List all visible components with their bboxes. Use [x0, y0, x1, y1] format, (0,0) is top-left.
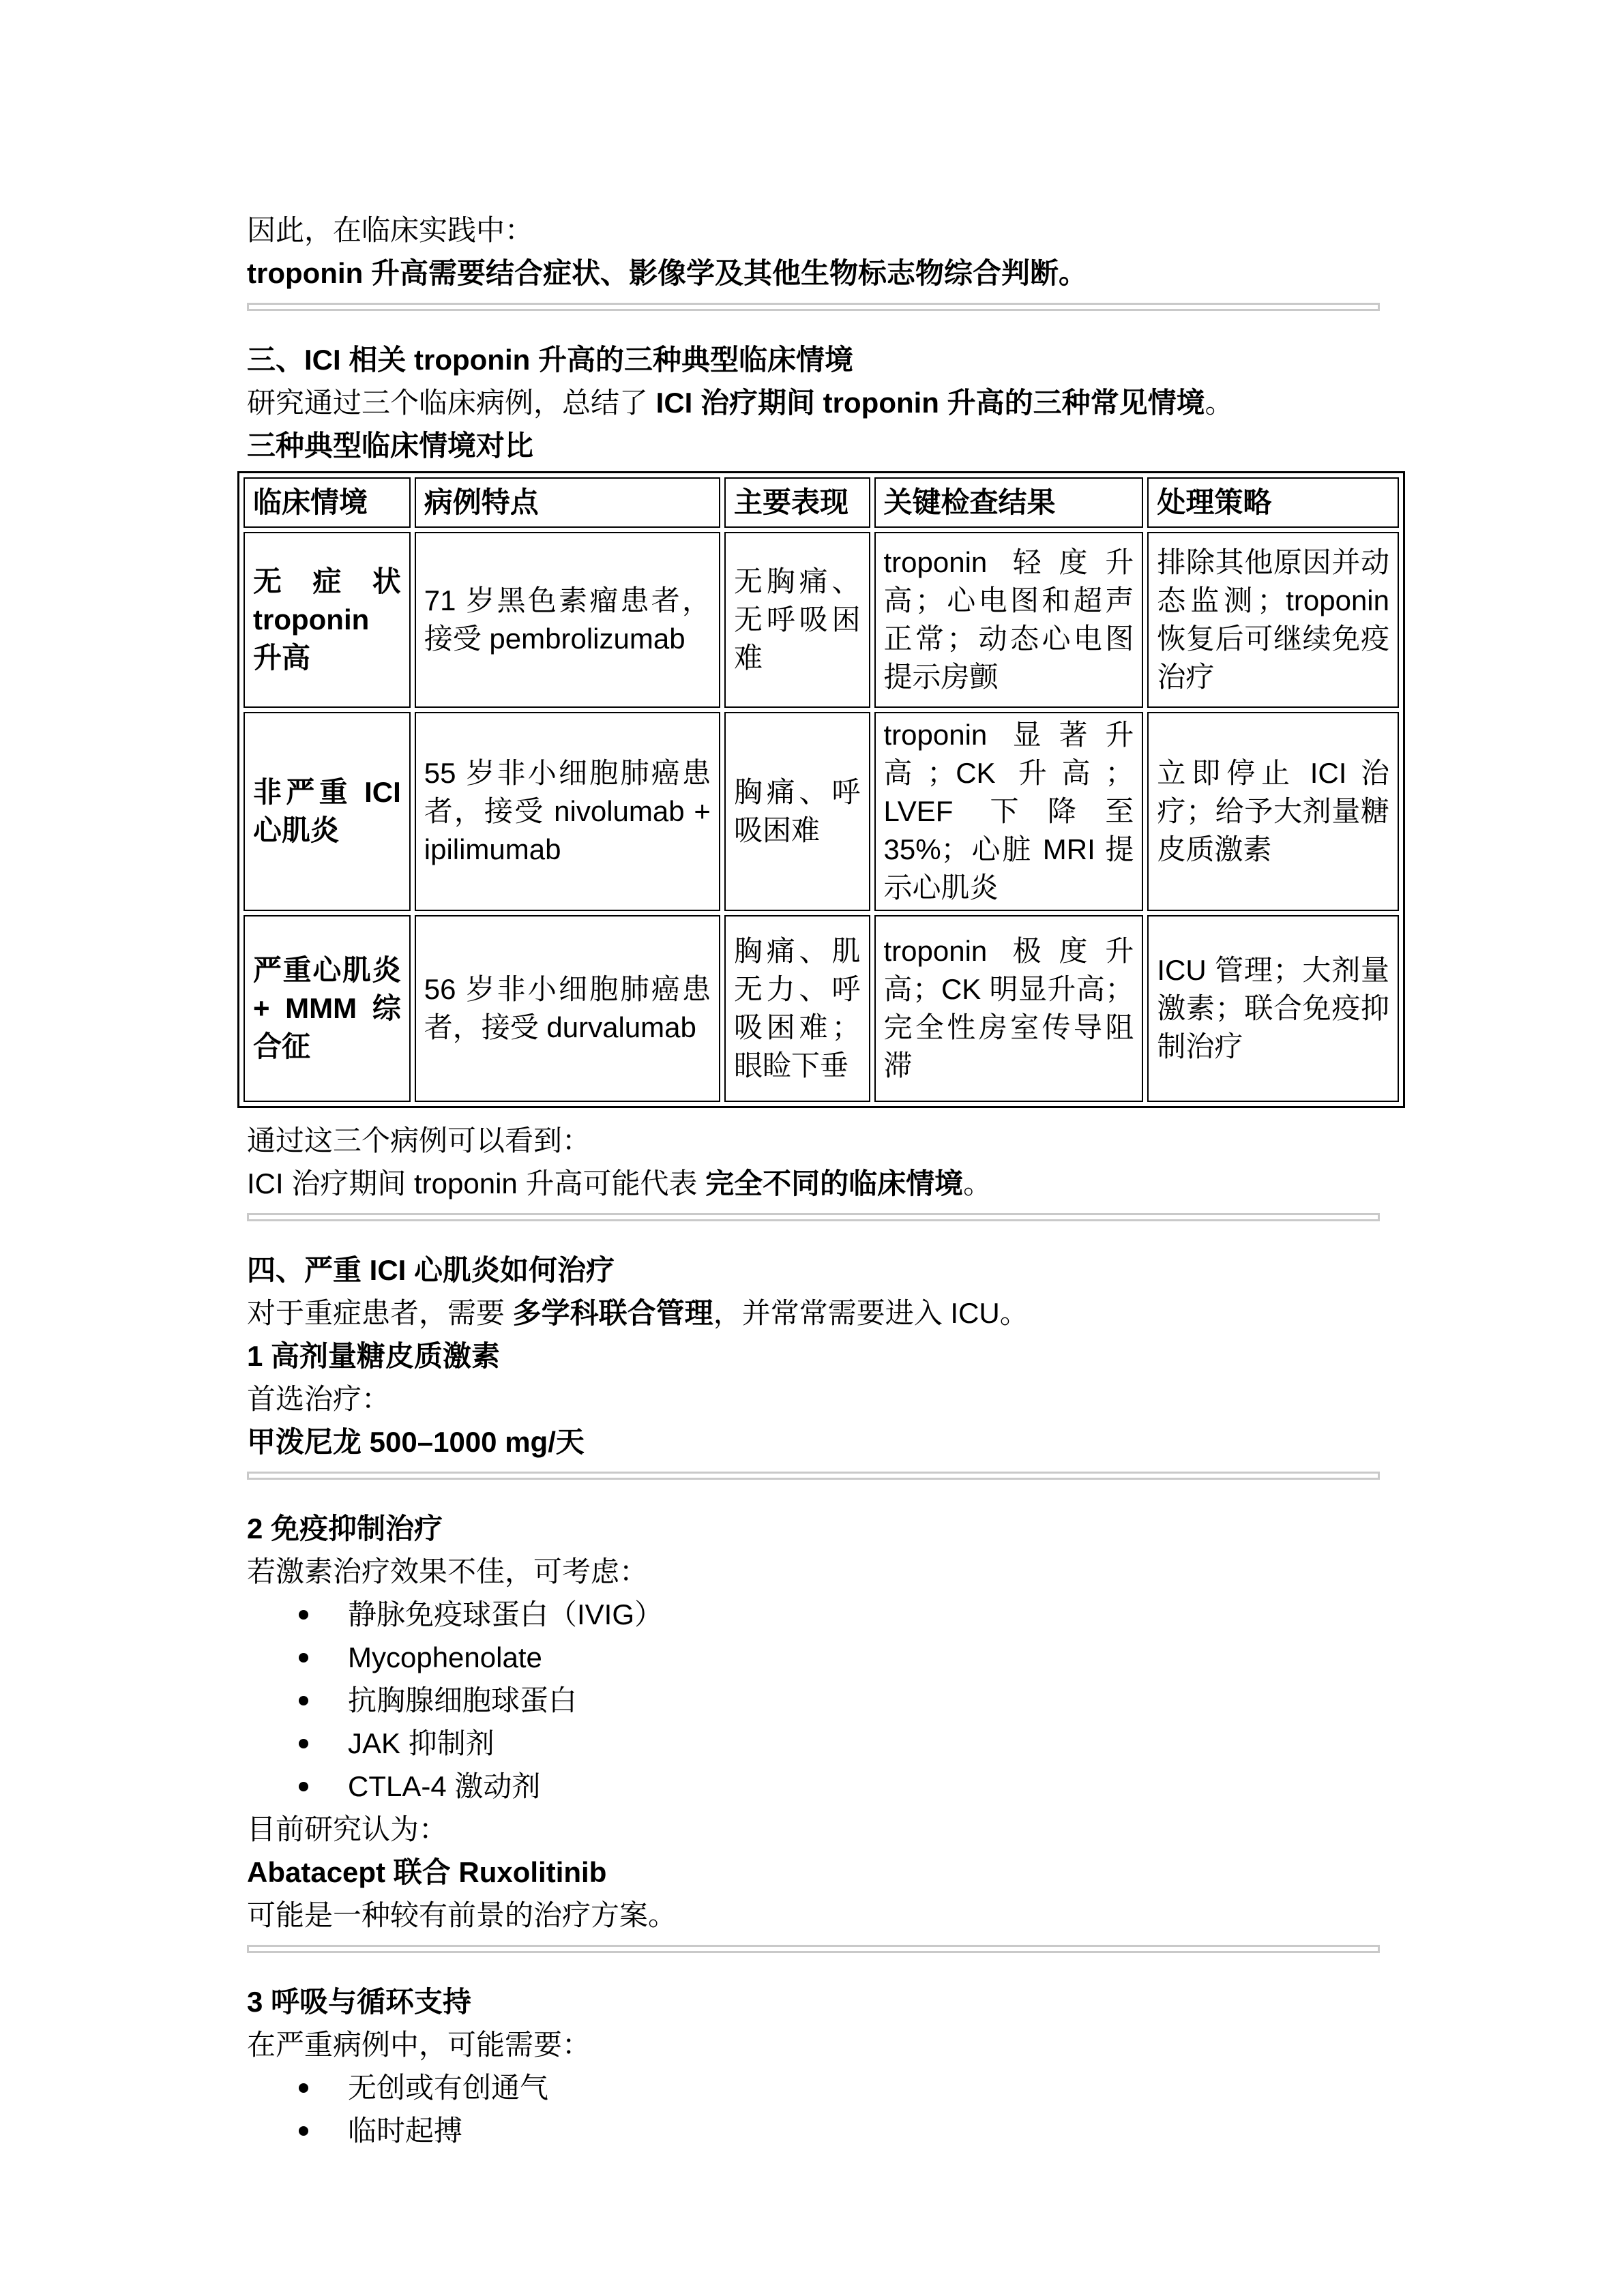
text-run: 。	[1205, 387, 1234, 419]
bullet-item: JAK 抑制剂	[247, 1722, 1380, 1765]
text-run: 。	[963, 1167, 992, 1199]
cell-presentation: 胸痛、呼吸困难	[724, 712, 870, 911]
text-run-bold: 完全不同的临床情境	[705, 1167, 964, 1199]
text-run: ，并常常需要进入 ICU。	[713, 1297, 1029, 1329]
section4-heading: 四、严重 ICI 心肌炎如何治疗	[247, 1254, 615, 1286]
conclusion-line	[247, 1162, 1380, 1205]
cell-scenario: 无症状 troponin 升高	[243, 532, 411, 708]
sub1-heading: 1 高剂量糖皮质激素	[247, 1340, 501, 1372]
conclusion-intro: 通过这三个病例可以看到：	[247, 1124, 591, 1157]
text-run: ICI 治疗期间 troponin 升高可能代表	[247, 1167, 706, 1199]
immunosuppression-bullet-list	[247, 1593, 1380, 1808]
sub2-heading: 2 免疫抑制治疗	[247, 1512, 443, 1545]
cell-management: 排除其他原因并动态监测；troponin 恢复后可继续免疫治疗	[1147, 532, 1399, 708]
cell-scenario: 非严重 ICI 心肌炎	[243, 712, 411, 911]
column-header-management: 处理策略	[1147, 477, 1399, 528]
intro-bold-statement: troponin 升高需要结合症状、影像学及其他生物标志物综合判断。	[247, 257, 1087, 289]
cell-findings: troponin 轻度升高；心电图和超声正常；动态心电图提示房颤	[874, 532, 1144, 708]
cell-presentation: 无胸痛、无呼吸困难	[724, 532, 870, 708]
section-divider	[247, 1213, 1380, 1221]
cell-case: 71 岁黑色素瘤患者，接受 pembrolizumab	[415, 532, 720, 708]
cell-case: 56 岁非小细胞肺癌患者，接受 durvalumab	[415, 915, 720, 1102]
body-text: 可能是一种较有前景的治疗方案。	[247, 1899, 677, 1931]
body-text: 若激素治疗效果不佳，可考虑：	[247, 1555, 649, 1587]
cell-scenario: 严重心肌炎 + MMM 综合征	[243, 915, 411, 1102]
section-divider	[247, 1472, 1380, 1480]
column-header-presentation: 主要表现	[724, 477, 870, 528]
column-header-findings: 关键检查结果	[874, 477, 1144, 528]
bullet-item: CTLA-4 激动剂	[247, 1765, 1380, 1808]
body-text: 首选治疗：	[247, 1383, 391, 1415]
cell-findings: troponin 极度升高；CK 明显升高；完全性房室传导阻滞	[874, 915, 1144, 1102]
column-header-case: 病例特点	[415, 477, 720, 528]
section-divider	[247, 303, 1380, 311]
table-row	[243, 712, 1399, 911]
bullet-item: 静脉免疫球蛋白（IVIG）	[247, 1593, 1380, 1636]
regimen-bold-line: Abatacept 联合 Ruxolitinib	[247, 1856, 607, 1888]
table-header-row	[243, 477, 1399, 528]
column-header-scenario: 临床情境	[243, 477, 411, 528]
support-bullet-list	[247, 2066, 1380, 2152]
body-text: 在严重病例中，可能需要：	[247, 2029, 591, 2061]
cell-findings: troponin 显著升高；CK 升高； LVEF 下降至 35%；心脏 MRI 提示心肌炎	[874, 712, 1144, 911]
intro-line: 因此，在临床实践中：	[247, 214, 534, 246]
section3-lead	[247, 381, 1380, 424]
section3-heading: 三、ICI 相关 troponin 升高的三种典型临床情境	[247, 344, 853, 376]
text-run-bold: ICI 治疗期间 troponin 升高的三种常见情境	[655, 387, 1205, 419]
cell-presentation: 胸痛、肌无力、呼吸困难；眼睑下垂	[724, 915, 870, 1102]
cell-case: 55 岁非小细胞肺癌患者，接受 nivolumab + ipilimumab	[415, 712, 720, 911]
cell-management: ICU 管理；大剂量激素；联合免疫抑制治疗	[1147, 915, 1399, 1102]
section-divider	[247, 1945, 1380, 1953]
table-row	[243, 532, 1399, 708]
text-run: 研究通过三个临床病例，总结了	[247, 387, 656, 419]
table-row	[243, 915, 1399, 1102]
bullet-item: 抗胸腺细胞球蛋白	[247, 1679, 1380, 1722]
body-text: 目前研究认为：	[247, 1813, 448, 1845]
text-run: 对于重症患者，需要	[247, 1297, 513, 1329]
table-title: 三种典型临床情境对比	[247, 430, 534, 462]
bullet-item: 临时起搏	[247, 2109, 1380, 2152]
cell-management: 立即停止 ICI 治疗；给予大剂量糖皮质激素	[1147, 712, 1399, 911]
bullet-item: Mycophenolate	[247, 1636, 1380, 1679]
bullet-item: 无创或有创通气	[247, 2066, 1380, 2109]
section4-lead	[247, 1292, 1380, 1335]
text-run-bold: 多学科联合管理	[512, 1297, 713, 1329]
treatment-bold-line: 甲泼尼龙 500–1000 mg/天	[247, 1426, 585, 1458]
clinical-scenarios-table	[237, 471, 1405, 1108]
sub3-heading: 3 呼吸与循环支持	[247, 1986, 472, 2018]
